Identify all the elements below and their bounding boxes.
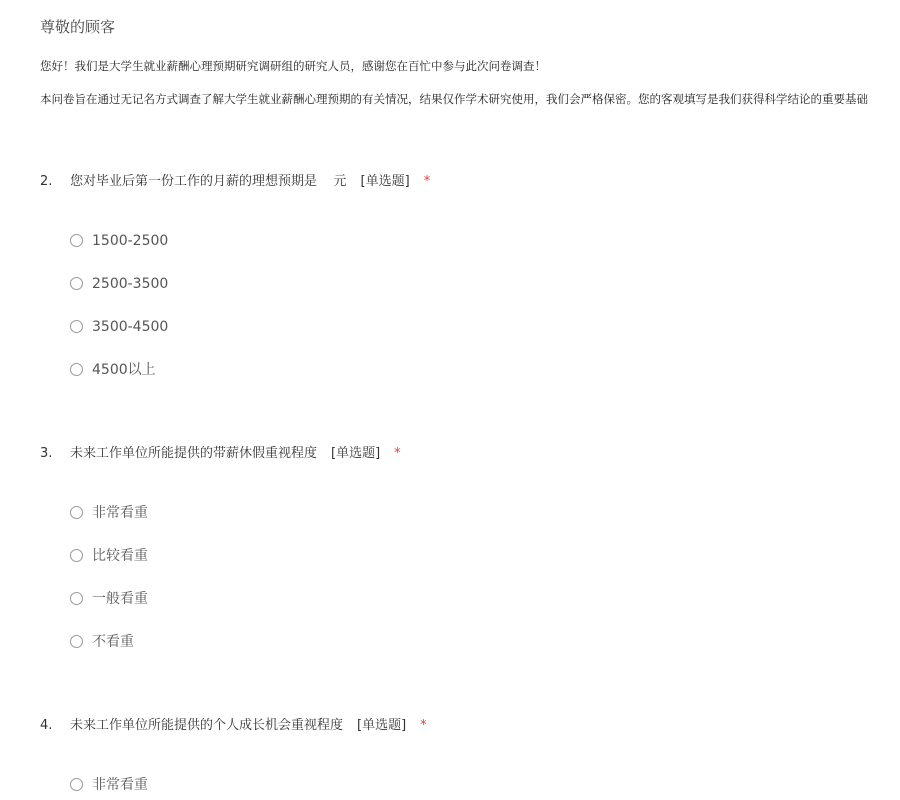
option-label[interactable]: 3500-4500 [92,319,169,335]
option-label[interactable]: 比较看重 [92,548,148,564]
option-label[interactable]: 非常看重 [92,777,148,793]
option-radio[interactable] [70,590,148,633]
options-list [70,776,148,800]
radio-circle-icon[interactable] [70,549,83,562]
question-type-label: [单选题] [331,446,381,461]
radio-circle-icon[interactable] [70,635,83,648]
option-label[interactable]: 非常看重 [92,505,148,521]
required-marker: * [423,174,431,189]
intro-greeting: 您好！我们是大学生就业薪酬心理预期研究调研组的研究人员，感谢您在百忙中参与此次问卷调查！ [40,59,546,73]
option-label[interactable]: 4500以上 [92,362,156,378]
radio-circle-icon[interactable] [70,320,83,333]
options-list [70,504,148,676]
question-2 [40,170,900,378]
option-label[interactable]: 一般看重 [92,591,148,607]
question-type-label: [单选题] [360,174,410,189]
radio-circle-icon[interactable] [70,363,83,376]
required-marker: * [394,446,401,461]
radio-circle-icon[interactable] [70,778,83,791]
question-title [40,442,900,461]
option-radio[interactable] [70,547,148,590]
option-radio[interactable] [70,232,168,275]
question-text: 您对毕业后第一份工作的月薪的理想预期是 元 [70,174,347,189]
option-radio[interactable] [70,776,148,800]
question-number: 2. [40,174,53,189]
question-3 [40,442,900,650]
option-label[interactable]: 不看重 [92,634,134,650]
radio-circle-icon[interactable] [70,234,83,247]
question-title [40,714,900,733]
option-radio[interactable] [70,275,168,318]
option-radio[interactable] [70,633,148,676]
option-radio[interactable] [70,361,168,404]
radio-circle-icon[interactable] [70,277,83,290]
radio-circle-icon[interactable] [70,592,83,605]
question-text: 未来工作单位所能提供的带薪休假重视程度 [70,446,318,461]
option-radio[interactable] [70,504,148,547]
question-title [40,170,900,189]
page-title: 尊敬的顾客 [40,18,116,36]
option-radio[interactable] [70,318,168,361]
question-type-label: [单选题] [357,718,407,733]
question-number: 4. [40,718,53,733]
option-label[interactable]: 2500-3500 [92,276,169,292]
options-list [70,232,168,404]
question-number: 3. [40,446,53,461]
intro-description: 本问卷旨在通过无记名方式调查了解大学生就业薪酬心理预期的有关情况，结果仅作学术研究使用，我们会严格保密。您的客观填写是我们获得科学结论的重要基础 [40,92,868,106]
required-marker: * [420,718,427,733]
question-4 [40,714,900,793]
question-text: 未来工作单位所能提供的个人成长机会重视程度 [70,718,344,733]
radio-circle-icon[interactable] [70,506,83,519]
option-label[interactable]: 1500-2500 [92,233,169,249]
